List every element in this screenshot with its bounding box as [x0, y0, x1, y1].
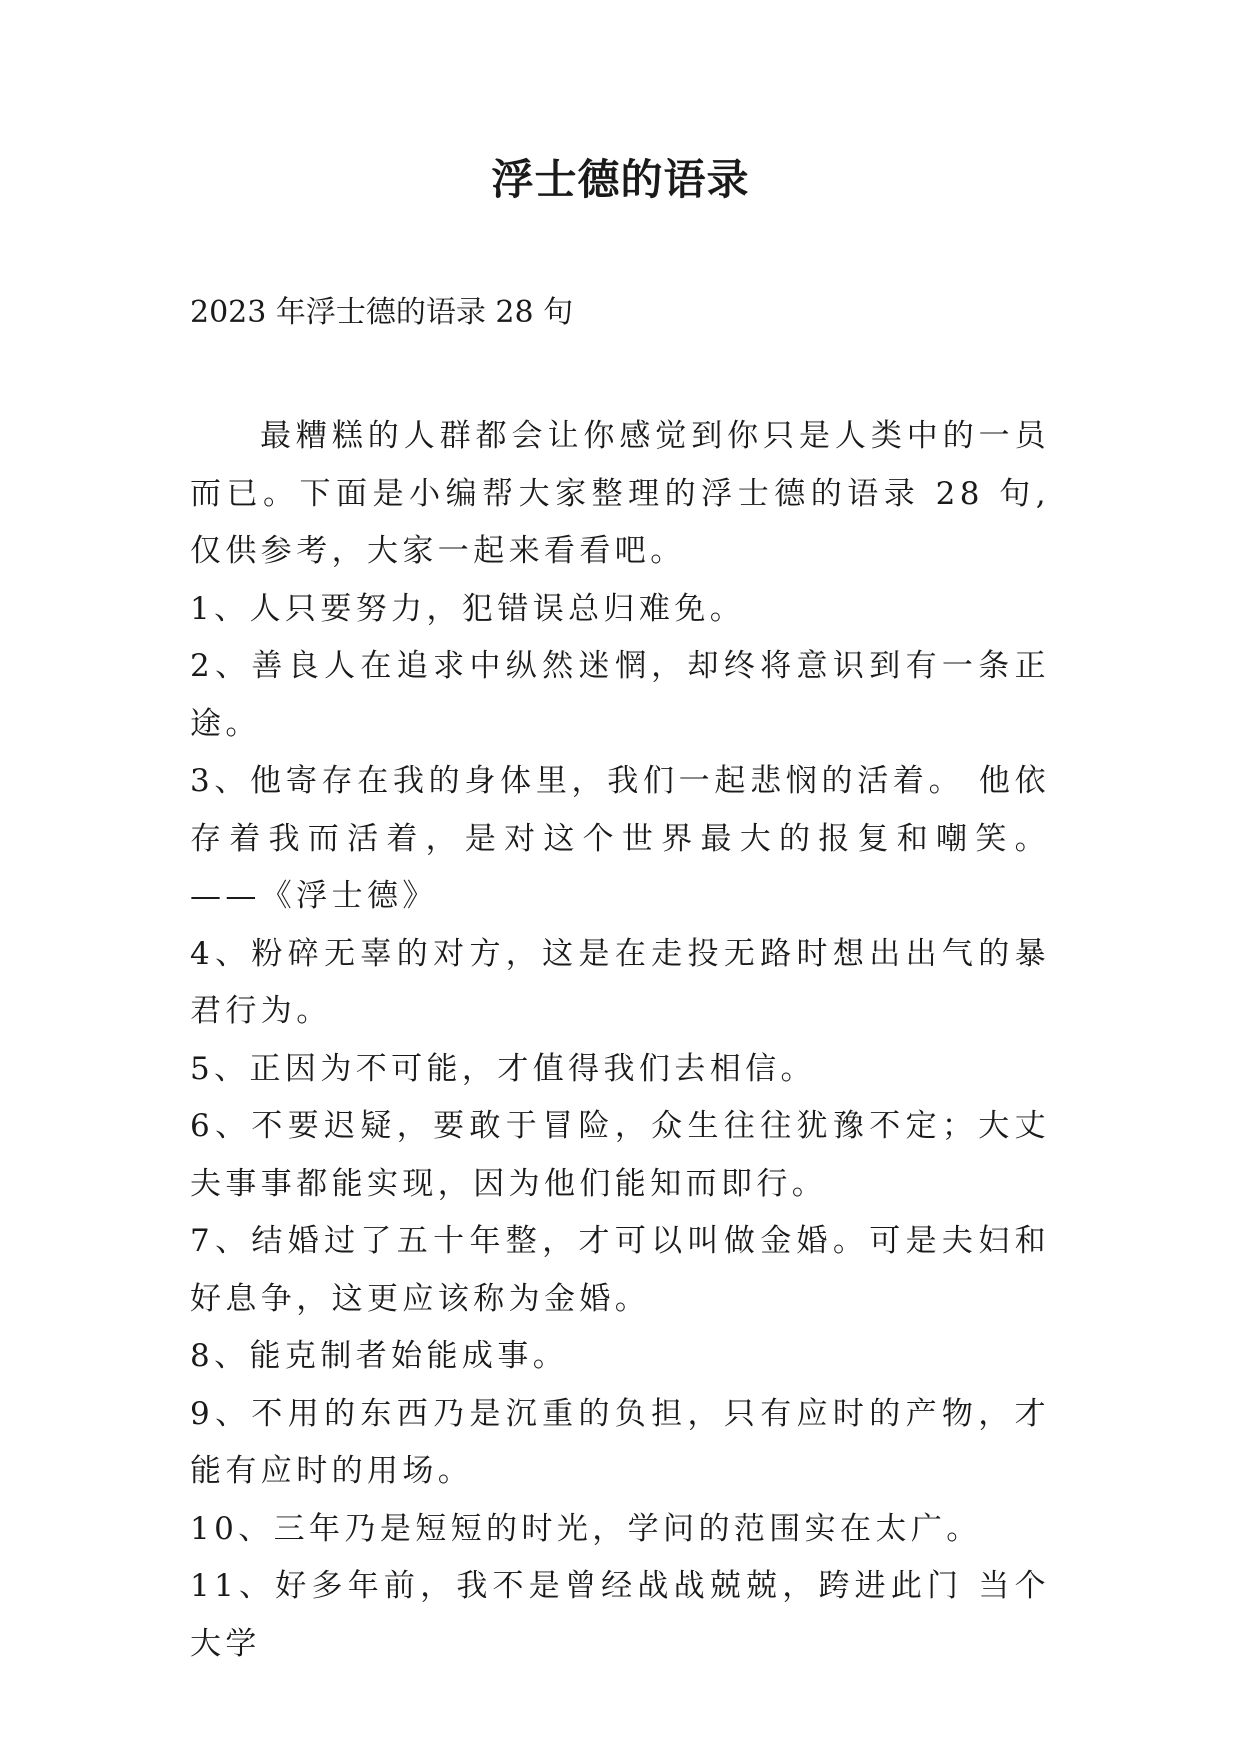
document-subtitle: 2023 年浮士德的语录 28 句	[190, 295, 574, 330]
page-title: 浮士德的语录	[491, 155, 750, 204]
quote-item: 1、人只要努力，犯错误总归难免。	[190, 590, 746, 627]
quote-item: 9、不用的东西乃是沉重的负担，只有应时的产物，才能有应时的用场。	[190, 1395, 1050, 1489]
quote-item: 3、他寄存在我的身体里，我们一起悲悯的活着。 他依存着我而活着，是对这个世界最大的报复和嘲笑。 ——《浮士德》	[190, 763, 1050, 914]
quote-item: 4、粉碎无辜的对方，这是在走投无路时想出出气的暴君行为。	[190, 935, 1050, 1029]
quote-item: 6、不要迟疑，要敢于冒险，众生往往犹豫不定；大丈夫事事都能实现，因为他们能知而即行。	[190, 1108, 1050, 1202]
quote-item: 11、好多年前，我不是曾经战战兢兢，跨进此门 当个大学	[190, 1568, 1050, 1662]
quote-item: 5、正因为不可能，才值得我们去相信。	[190, 1050, 816, 1087]
quote-item: 2、善良人在追求中纵然迷惘，却终将意识到有一条正途。	[190, 648, 1050, 742]
quote-item: 8、能克制者始能成事。	[190, 1338, 569, 1374]
intro-paragraph: 最糟糕的人群都会让你感觉到你只是人类中的一员而已。下面是小编帮大家整理的浮士德的语录 28 句,仅供参考，大家一起来看看吧。	[190, 418, 1050, 569]
quote-item: 7、结婚过了五十年整，才可以叫做金婚。可是夫妇和好息争，这更应该称为金婚。	[190, 1223, 1050, 1317]
document-body	[190, 408, 1050, 1673]
quote-item: 10、三年乃是短短的时光，学问的范围实在太广。	[190, 1510, 982, 1547]
